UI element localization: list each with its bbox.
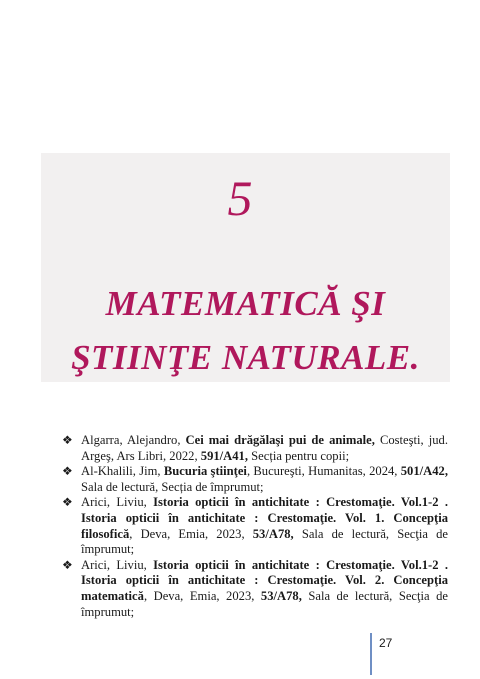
bibliography-entry — [62, 433, 448, 464]
entry-publication: Costeşti, jud. Argeş, Ars Libri, 2022, — [81, 433, 448, 463]
bibliography-entry — [62, 558, 448, 620]
entry-location: Sala de lectură, Secţia de împrumut; — [81, 526, 448, 557]
chapter-title-line-2: ŞTIINŢE NATURALE. — [71, 338, 420, 377]
entry-author: Al-Khalili, Jim, — [81, 464, 164, 479]
entry-call-number: 53/A78, — [260, 588, 302, 603]
entry-location: Secția pentru copii; — [248, 448, 350, 463]
entry-author: Arici, Liviu, — [81, 557, 154, 572]
entry-call-number: 591/A41, — [200, 448, 248, 463]
entry-publication: , Bucureşti, Humanitas, 2024, — [246, 464, 401, 479]
entry-author: Algarra, Alejandro, — [81, 433, 186, 447]
entry-title: Istoria opticii în antichitate : Crestomaţie. Vol.1-2 . Istoria opticii în antichitate : Crestomaţie. Vol. 1. Concepţia filosofică — [81, 495, 448, 541]
entry-call-number: 53/A78, — [252, 526, 294, 541]
page-number: 27 — [379, 636, 393, 650]
diamond-bullet-icon: ❖ — [62, 557, 73, 572]
entry-location: Sala de lectură, Secţia de împrumut; — [81, 588, 448, 619]
chapter-title-line-1: MATEMATICĂ ŞI — [105, 284, 386, 323]
entry-publication: , Deva, Emia, 2023, — [129, 526, 253, 541]
bibliography-entry — [62, 495, 448, 557]
diamond-bullet-icon: ❖ — [62, 464, 73, 479]
entry-title: Istoria opticii în antichitate : Crestomaţie. Vol.1-2 . Istoria opticii în antichitate : Crestomaţie. Vol. 2. Concepţia matematică — [81, 557, 448, 603]
diamond-bullet-icon: ❖ — [62, 433, 73, 447]
entry-publication: , Deva, Emia, 2023, — [143, 588, 261, 603]
bibliography-list — [62, 433, 448, 620]
entry-author: Arici, Liviu, — [81, 495, 154, 510]
diamond-bullet-icon: ❖ — [62, 495, 73, 510]
page-number-rule — [370, 633, 372, 675]
bibliography-entry — [62, 464, 448, 495]
entry-title: Cei mai drăgălaşi pui de animale, — [185, 433, 375, 447]
entry-location: Sala de lectură, Secția de împrumut; — [81, 479, 264, 494]
chapter-number: 5 — [227, 170, 253, 226]
entry-call-number: 501/A42, — [400, 464, 448, 479]
chapter-title — [41, 277, 450, 385]
entry-title: Bucuria ştiinţei — [163, 464, 247, 479]
